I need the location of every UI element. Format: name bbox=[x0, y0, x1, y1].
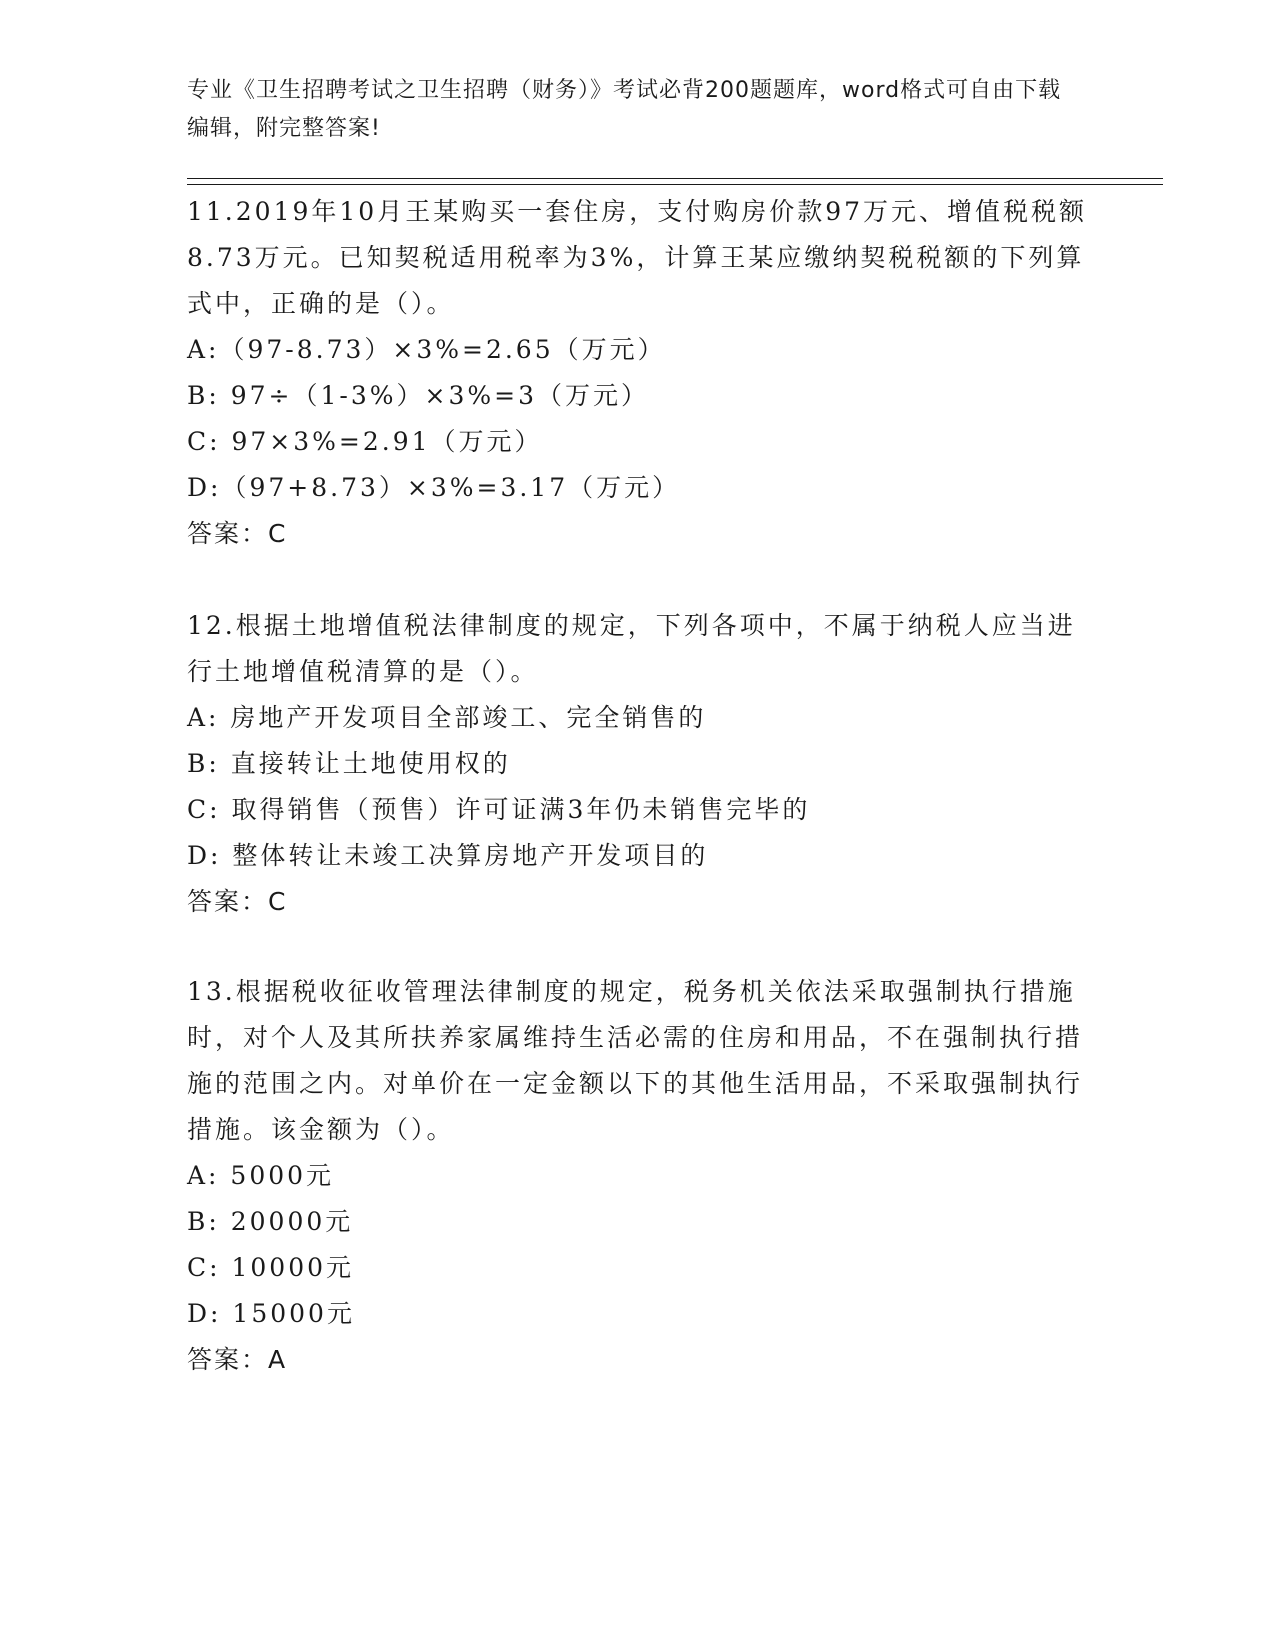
question-stem: 13.根据税收征收管理法律制度的规定，税务机关依法采取强制执行措施时，对个人及其所扶养家属维持生活必需的住房和用品，不在强制执行措施的范围之内。对单价在一定金额以下的其他生活用品，不采取强制执行措施。该金额为（）。 bbox=[187, 977, 1084, 1144]
option-c: C: 97×3%=2.91（万元） bbox=[187, 427, 543, 456]
header-text: 专业《卫生招聘考试之卫生招聘（财务）》考试必背200题题库，word格式可自由下载编辑，附完整答案! bbox=[187, 78, 1062, 141]
option-b: B: 97÷（1-3%）×3%=3（万元） bbox=[187, 381, 649, 410]
question-13 bbox=[187, 969, 1087, 1383]
document-header bbox=[187, 72, 1067, 148]
option-a: A:（97-8.73）×3%=2.65（万元） bbox=[187, 335, 666, 364]
option-c: C: 10000元 bbox=[187, 1253, 355, 1282]
option-c: C: 取得销售（预售）许可证满3年仍未销售完毕的 bbox=[187, 795, 811, 824]
question-stem: 11.2019年10月王某购买一套住房，支付购房价款97万元、增值税税额8.73万元。已知契税适用税率为3%，计算王某应缴纳契税税额的下列算式中，正确的是（）。 bbox=[187, 197, 1088, 318]
option-d: D: 15000元 bbox=[187, 1299, 355, 1328]
answer: 答案：A bbox=[187, 1345, 288, 1374]
header-divider-top bbox=[187, 178, 1163, 179]
option-a: A: 房地产开发项目全部竣工、完全销售的 bbox=[187, 703, 707, 732]
answer: 答案：C bbox=[187, 887, 288, 916]
option-b: B: 直接转让土地使用权的 bbox=[187, 749, 511, 778]
option-d: D: 整体转让未竣工决算房地产开发项目的 bbox=[187, 841, 709, 870]
header-divider-bottom bbox=[187, 184, 1163, 185]
question-11 bbox=[187, 189, 1087, 557]
option-a: A: 5000元 bbox=[187, 1161, 335, 1190]
option-d: D:（97+8.73）×3%=3.17（万元） bbox=[187, 473, 681, 502]
question-stem: 12.根据土地增值税法律制度的规定，下列各项中，不属于纳税人应当进行土地增值税清算的是（）。 bbox=[187, 611, 1076, 686]
answer: 答案：C bbox=[187, 519, 288, 548]
option-b: B: 20000元 bbox=[187, 1207, 354, 1236]
question-12 bbox=[187, 603, 1087, 925]
